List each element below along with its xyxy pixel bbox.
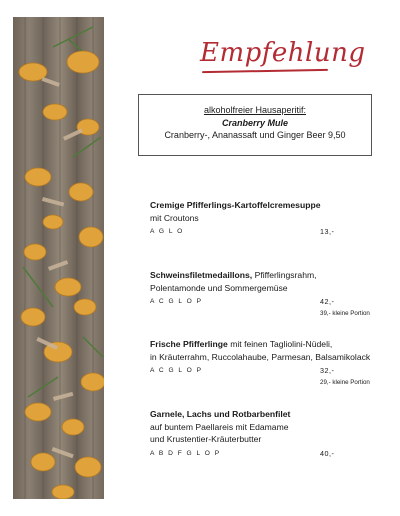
aperitif-name: Cranberry Mule (221, 117, 289, 128)
aperitif-box (138, 94, 372, 156)
dish-description: mit Croutons (150, 212, 199, 223)
dish-name: Schweinsfiletmedaillons, (150, 270, 253, 280)
small-portion-price: 29,- kleine Portion (320, 379, 370, 387)
dish-price: 40,- (320, 448, 335, 458)
allergen-codes: A B D F G L O P (150, 449, 221, 457)
menu-title (196, 36, 366, 76)
dish-price: 13,- (320, 227, 335, 237)
allergen-codes: A C G L O P (150, 367, 203, 375)
dish-price: 42,- (320, 297, 335, 307)
dish-description: Polentamonde und Sommergemüse (150, 282, 288, 293)
dish-name: Cremige Pfifferlings-Kartoffelcremesuppe (150, 200, 321, 210)
dish-description-line2: und Krustentier-Kräuterbutter (150, 434, 262, 445)
aperitif-description: Cranberry-, Ananassaft und Ginger Beer 9,50 (164, 130, 346, 140)
allergen-codes: A G L O (150, 228, 184, 236)
dish-description: auf buntem Paellareis mit Edamame (150, 421, 289, 432)
dish-name-suffix: Pfifferlingsrahm, (252, 270, 317, 280)
dish-name: Frische Pfifferlinge (150, 339, 228, 349)
mushroom-illustration (13, 17, 104, 499)
dish-description: in Kräuterrahm, Ruccolahaube, Parmesan, Balsamikolack (150, 351, 371, 362)
menu-item-seafood (150, 408, 390, 460)
title-text: Empfehlung (200, 38, 366, 68)
aperitif-heading: alkoholfreier Hausaperitif: (203, 105, 307, 115)
dish-name: Garnele, Lachs und Rotbarbenfilet (150, 409, 291, 419)
allergen-codes: A C G L O P (150, 298, 203, 306)
dish-name-suffix: mit feinen Tagliolini-Nüdeli, (227, 339, 333, 349)
mushroom-photo-strip (13, 17, 104, 499)
small-portion-price: 39,- kleine Portion (320, 310, 370, 318)
title-underline (202, 69, 328, 73)
menu-item-chanterelles (150, 338, 390, 388)
menu-item-soup (150, 199, 390, 238)
dish-price: 32,- (320, 366, 335, 376)
menu-item-pork (150, 269, 390, 319)
